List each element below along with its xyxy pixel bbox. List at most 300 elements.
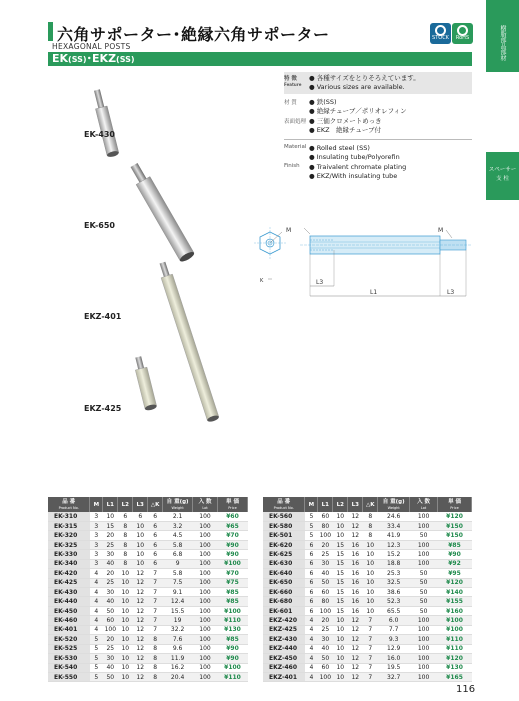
th-l2: L2 (333, 497, 348, 512)
table-cell: 40 (103, 559, 118, 568)
table-cell: 25 (103, 644, 118, 653)
table-row (263, 550, 472, 559)
table-cell: 12 (348, 521, 363, 530)
table-row (263, 672, 472, 681)
table-cell: 7.6 (163, 635, 193, 644)
cell-product-no: EK-501 (263, 531, 305, 540)
table-cell: 32.2 (163, 625, 193, 634)
table-cell: 10 (118, 654, 133, 663)
table-cell: 10 (363, 559, 378, 568)
table-cell: 30 (318, 635, 333, 644)
table-cell: 8 (363, 521, 378, 530)
th-l1: L1 (318, 497, 333, 512)
table-cell: 40 (318, 569, 333, 578)
table-cell: 100 (193, 578, 218, 587)
table-cell: 6 (305, 550, 318, 559)
material-label: 材 質 (284, 100, 297, 106)
drawing-l3-right: L3 (447, 289, 455, 296)
finish-jp-2: ● EKZ 絶縁チューブ付 (309, 126, 382, 134)
cell-price: ¥140 (438, 588, 472, 597)
table-cell: 8 (148, 654, 163, 663)
cell-product-no: EKZ-440 (263, 644, 305, 653)
cell-price: ¥150 (438, 521, 472, 530)
table-row (263, 606, 472, 615)
th-m: M (90, 497, 103, 512)
table-cell: 19.5 (378, 663, 410, 672)
table-cell: 6 (148, 559, 163, 568)
page-number: 116 (456, 684, 476, 695)
table-cell: 4 (305, 672, 318, 681)
cell-product-no: EK-540 (48, 663, 90, 672)
table-cell: 5.8 (163, 569, 193, 578)
material-en-row (284, 144, 472, 162)
table-cell: 7 (148, 606, 163, 615)
table-cell: 15 (333, 578, 348, 587)
table-row (263, 512, 472, 521)
finish-label-en: Finish (284, 163, 300, 169)
cell-price: ¥60 (217, 512, 247, 521)
table-row (263, 569, 472, 578)
table-row (48, 635, 248, 644)
table-cell: 8 (118, 540, 133, 549)
table-row (48, 588, 248, 597)
table-cell: 4 (90, 616, 103, 625)
table-cell: 100 (104, 626, 117, 634)
table-cell: 16 (348, 569, 363, 578)
material-en-2: ● Insulating tube/Polyorefin (309, 153, 400, 161)
table-row (48, 616, 248, 625)
th-k: △K (363, 497, 378, 512)
cell-price: ¥120 (438, 654, 472, 663)
table-cell: 12 (133, 635, 148, 644)
table-row (263, 578, 472, 587)
table-cell: 100 (410, 559, 438, 568)
cell-product-no: EK-620 (263, 540, 305, 549)
ekz-401-photo (157, 261, 220, 423)
table-cell: 18.8 (378, 559, 410, 568)
table-cell: 4 (90, 569, 103, 578)
table-cell: 100 (193, 521, 218, 530)
table-cell: 6 (148, 540, 163, 549)
table-cell: 8 (118, 521, 133, 530)
table-cell: 8 (363, 512, 378, 521)
cell-price: ¥85 (438, 540, 472, 549)
table-cell: 6.0 (378, 616, 410, 625)
table-cell: 12 (133, 588, 148, 597)
cell-product-no: EKZ-420 (263, 616, 305, 625)
drawing-m-left: M (286, 227, 292, 234)
table-cell: 10 (118, 588, 133, 597)
side-tab-spacer-line2: 支 柱 (496, 176, 509, 182)
table-cell: 10 (363, 569, 378, 578)
table-cell: 10 (363, 540, 378, 549)
table-cell: 4 (305, 654, 318, 663)
cell-price: ¥110 (217, 672, 247, 681)
table-cell: 60 (318, 512, 333, 521)
material-jp-2: ● 絶縁チューブ／ポリオレフィン (309, 107, 407, 115)
table-cell: 100 (193, 512, 218, 521)
feature-row (284, 72, 472, 94)
model-main-material: (SS) (68, 55, 87, 64)
table-row (263, 597, 472, 606)
table-cell: 10 (363, 588, 378, 597)
table-cell: 50 (103, 672, 118, 681)
page-title: 六角サポーター･絶縁六角サポーター (57, 25, 330, 44)
cell-product-no: EK-601 (263, 606, 305, 615)
table-cell: 10 (118, 644, 133, 653)
product-label-ekz-401: EKZ-401 (84, 312, 122, 321)
dimension-drawing (252, 224, 472, 304)
table-cell: 10 (118, 616, 133, 625)
table-cell: 7 (148, 578, 163, 587)
table-row (48, 521, 248, 530)
cell-price: ¥65 (217, 521, 247, 530)
table-row (48, 625, 248, 634)
table-cell: 12.3 (378, 540, 410, 549)
table-cell: 38.6 (378, 588, 410, 597)
table-cell: 30 (103, 588, 118, 597)
table-cell: 6 (305, 559, 318, 568)
table-cell: 100 (193, 588, 218, 597)
cell-product-no: EK-450 (48, 606, 90, 615)
table-cell: 4 (305, 616, 318, 625)
cell-price: ¥85 (217, 588, 247, 597)
th-lot: 入 数 Lot (193, 497, 218, 512)
material-label-en: Material (284, 144, 307, 150)
cell-price: ¥100 (438, 616, 472, 625)
table-row (263, 663, 472, 672)
table-cell: 7 (148, 569, 163, 578)
cell-price: ¥160 (438, 606, 472, 615)
table-cell: 10 (118, 663, 133, 672)
cell-product-no: EKZ-401 (263, 672, 305, 681)
table-cell: 9.3 (378, 635, 410, 644)
table-cell: 16 (348, 559, 363, 568)
table-cell: 25 (318, 550, 333, 559)
cell-product-no: EK-425 (48, 578, 90, 587)
table-cell: 7 (363, 625, 378, 634)
table-cell: 12 (133, 606, 148, 615)
table-cell: 16.0 (378, 654, 410, 663)
material-en-1: ● Rolled steel (SS) (309, 144, 370, 152)
table-cell: 7 (148, 597, 163, 606)
table-row (48, 663, 248, 672)
rohs-badge-label: RoHS (455, 35, 470, 41)
th-l2: L2 (118, 497, 133, 512)
cell-product-no: EKZ-430 (263, 635, 305, 644)
table-cell: 7.5 (163, 578, 193, 587)
table-cell: 10 (333, 512, 348, 521)
table-cell: 20 (103, 569, 118, 578)
table-cell: 15 (333, 540, 348, 549)
table-cell: 100 (410, 635, 438, 644)
table-cell: 6 (148, 512, 163, 521)
cell-product-no: EK-650 (263, 578, 305, 587)
table-cell: 6 (118, 512, 133, 521)
table-row (48, 578, 248, 587)
table-cell: 16 (348, 550, 363, 559)
cell-product-no: EK-440 (48, 597, 90, 606)
product-label-ekz-425: EKZ-425 (84, 404, 122, 413)
table-cell: 4 (90, 588, 103, 597)
ek-430-photo (91, 89, 119, 158)
cell-price: ¥70 (217, 531, 247, 540)
table-left-body (48, 512, 248, 682)
table-cell: 50 (410, 531, 438, 540)
cell-product-no: EK-630 (263, 559, 305, 568)
model-second-material: (SS) (116, 55, 135, 64)
table-cell: 5 (305, 531, 318, 540)
table-row (263, 588, 472, 597)
th-l3: L3 (348, 497, 363, 512)
table-cell: 33.4 (378, 521, 410, 530)
table-cell: 100 (319, 607, 332, 615)
table-row (48, 559, 248, 568)
product-label-ek-650: EK-650 (84, 221, 115, 230)
table-cell: 3 (90, 521, 103, 530)
table-row (263, 644, 472, 653)
table-row (263, 654, 472, 663)
cell-price: ¥85 (217, 597, 247, 606)
cell-price: ¥150 (438, 531, 472, 540)
table-cell: 12 (348, 625, 363, 634)
table-cell: 30 (318, 559, 333, 568)
table-cell: 20.4 (163, 672, 193, 681)
table-cell: 100 (410, 512, 438, 521)
table-cell: 6.8 (163, 550, 193, 559)
table-cell: 100 (410, 672, 438, 681)
model-second: EKZ (92, 52, 117, 65)
feature-label: 特 徴 (284, 76, 297, 82)
table-cell: 100 (193, 654, 218, 663)
table-cell: 10 (118, 625, 133, 634)
table-cell: 7 (148, 616, 163, 625)
table-row (48, 654, 248, 663)
th-weight: 自 重(g) Weight (163, 497, 193, 512)
finish-en-row (284, 163, 472, 181)
table-cell: 10 (133, 550, 148, 559)
feature-jp: ● 各種サイズをとりそろえています。 (309, 74, 420, 82)
table-cell: 4 (305, 663, 318, 672)
product-table-right (263, 497, 472, 682)
table-cell: 100 (193, 531, 218, 540)
table-cell: 40 (103, 597, 118, 606)
table-cell: 65.5 (378, 606, 410, 615)
table-cell: 25 (103, 578, 118, 587)
cell-product-no: EK-530 (48, 654, 90, 663)
table-cell: 4.5 (163, 531, 193, 540)
table-cell: 15 (103, 521, 118, 530)
table-row (48, 597, 248, 606)
cell-price: ¥110 (438, 644, 472, 653)
cell-product-no: EKZ-425 (263, 625, 305, 634)
table-cell: 50 (318, 578, 333, 587)
stock-badge-label: STOCK (432, 35, 449, 41)
table-cell: 12 (348, 635, 363, 644)
table-cell: 4 (90, 597, 103, 606)
table-cell: 3 (90, 559, 103, 568)
table-cell: 6 (305, 540, 318, 549)
table-cell: 52.3 (378, 597, 410, 606)
model-banner (48, 52, 472, 66)
table-cell: 12 (133, 625, 148, 634)
table-cell: 6 (133, 512, 148, 521)
cell-price: ¥100 (217, 663, 247, 672)
material-jp-1: ● 鉄(SS) (309, 98, 337, 106)
table-cell: 9 (163, 559, 193, 568)
table-cell: 15.2 (378, 550, 410, 559)
drawing-l1: L1 (370, 289, 378, 296)
table-row (48, 531, 248, 540)
table-cell: 10 (333, 531, 348, 540)
table-cell: 12 (133, 597, 148, 606)
table-cell: 100 (410, 663, 438, 672)
model-separator: ･ (86, 52, 93, 65)
drawing-m-right: M (438, 227, 444, 234)
table-cell: 12 (133, 569, 148, 578)
leaf-icon (457, 25, 468, 36)
table-cell: 100 (410, 616, 438, 625)
table-cell: 6 (305, 606, 318, 615)
title-accent-bar (48, 22, 53, 41)
table-cell: 50 (318, 654, 333, 663)
table-cell: 3 (90, 512, 103, 521)
side-tab-resin-parts[interactable] (486, 0, 519, 72)
table-cell: 20 (318, 616, 333, 625)
cell-price: ¥70 (217, 569, 247, 578)
table-cell: 4 (305, 635, 318, 644)
table-cell: 10 (363, 550, 378, 559)
table-cell: 12 (348, 616, 363, 625)
table-cell: 60 (103, 616, 118, 625)
cell-product-no: EK-315 (48, 521, 90, 530)
table-cell: 8 (148, 672, 163, 681)
table-cell: 7 (148, 625, 163, 634)
cell-price: ¥130 (438, 663, 472, 672)
table-cell: 100 (193, 672, 218, 681)
drawing-k: K (260, 278, 264, 284)
table-cell: 15 (333, 606, 348, 615)
table-cell: 7 (363, 644, 378, 653)
th-product-no: 品 番 Product No. (263, 497, 305, 512)
cell-price: ¥90 (217, 540, 247, 549)
table-cell: 6 (148, 550, 163, 559)
feature-en: ● Various sizes are available. (309, 83, 405, 91)
table-cell: 100 (193, 606, 218, 615)
side-tab-resin-label: 樹脂部品部材 (499, 25, 506, 61)
table-cell: 3.2 (163, 521, 193, 530)
table-cell: 6 (305, 588, 318, 597)
table-cell: 100 (193, 644, 218, 653)
cell-product-no: EK-550 (48, 672, 90, 681)
table-row (263, 635, 472, 644)
table-cell: 10 (333, 616, 348, 625)
table-cell: 100 (193, 597, 218, 606)
cell-price: ¥75 (217, 578, 247, 587)
table-cell: 50 (410, 588, 438, 597)
cell-product-no: EK-310 (48, 512, 90, 521)
table-cell: 5 (90, 672, 103, 681)
table-cell: 10 (333, 654, 348, 663)
cell-product-no: EK-580 (263, 521, 305, 530)
table-cell: 100 (193, 569, 218, 578)
th-weight: 自 重(g) Weight (378, 497, 410, 512)
cell-product-no: EK-401 (48, 625, 90, 634)
table-row (48, 644, 248, 653)
table-cell: 100 (319, 673, 332, 681)
cell-price: ¥90 (217, 550, 247, 559)
table-cell: 100 (319, 532, 332, 540)
cell-product-no: EK-330 (48, 550, 90, 559)
table-cell: 50 (410, 606, 438, 615)
table-cell: 10 (363, 597, 378, 606)
cell-product-no: EK-560 (263, 512, 305, 521)
table-cell: 16 (348, 540, 363, 549)
table-cell: 15 (333, 559, 348, 568)
th-l1: L1 (103, 497, 118, 512)
table-cell: 12 (133, 578, 148, 587)
finish-row (284, 117, 472, 135)
table-cell: 10 (133, 540, 148, 549)
table-row (263, 625, 472, 634)
cell-product-no: EKZ-450 (263, 654, 305, 663)
table-cell: 6 (305, 578, 318, 587)
cell-price: ¥100 (438, 625, 472, 634)
table-cell: 8 (148, 644, 163, 653)
page-subtitle: HEXAGONAL POSTS (52, 42, 131, 51)
table-cell: 12 (133, 654, 148, 663)
drawing-l3-left: L3 (316, 279, 324, 286)
table-cell: 10 (363, 606, 378, 615)
table-cell: 9.1 (163, 588, 193, 597)
cell-product-no: EK-680 (263, 597, 305, 606)
table-cell: 60 (318, 588, 333, 597)
cell-price: ¥155 (438, 597, 472, 606)
table-cell: 7 (363, 663, 378, 672)
table-cell: 10 (333, 644, 348, 653)
cell-price: ¥90 (217, 644, 247, 653)
cell-price: ¥110 (438, 635, 472, 644)
table-cell: 5 (305, 512, 318, 521)
cell-price: ¥130 (217, 625, 247, 634)
table-cell: 7 (363, 672, 378, 681)
table-cell: 40 (318, 644, 333, 653)
table-cell: 10 (333, 521, 348, 530)
table-cell: 8 (148, 663, 163, 672)
feature-label-en: Feature (284, 82, 302, 87)
side-tab-spacer[interactable] (486, 152, 519, 200)
table-row (48, 550, 248, 559)
table-cell: 100 (193, 635, 218, 644)
product-table-left (48, 497, 248, 682)
cell-product-no: EK-520 (48, 635, 90, 644)
table-cell: 10 (133, 521, 148, 530)
table-cell: 8 (118, 559, 133, 568)
table-row (48, 569, 248, 578)
table-cell: 50 (103, 606, 118, 615)
table-cell: 100 (193, 616, 218, 625)
th-lot: 入 数 Lot (410, 497, 438, 512)
table-cell: 12 (133, 672, 148, 681)
table-cell: 4 (90, 606, 103, 615)
table-cell: 25.3 (378, 569, 410, 578)
table-row (48, 540, 248, 549)
table-cell: 12 (133, 663, 148, 672)
table-row (263, 540, 472, 549)
table-cell: 12 (348, 663, 363, 672)
table-cell: 10 (118, 578, 133, 587)
table-cell: 3 (90, 550, 103, 559)
